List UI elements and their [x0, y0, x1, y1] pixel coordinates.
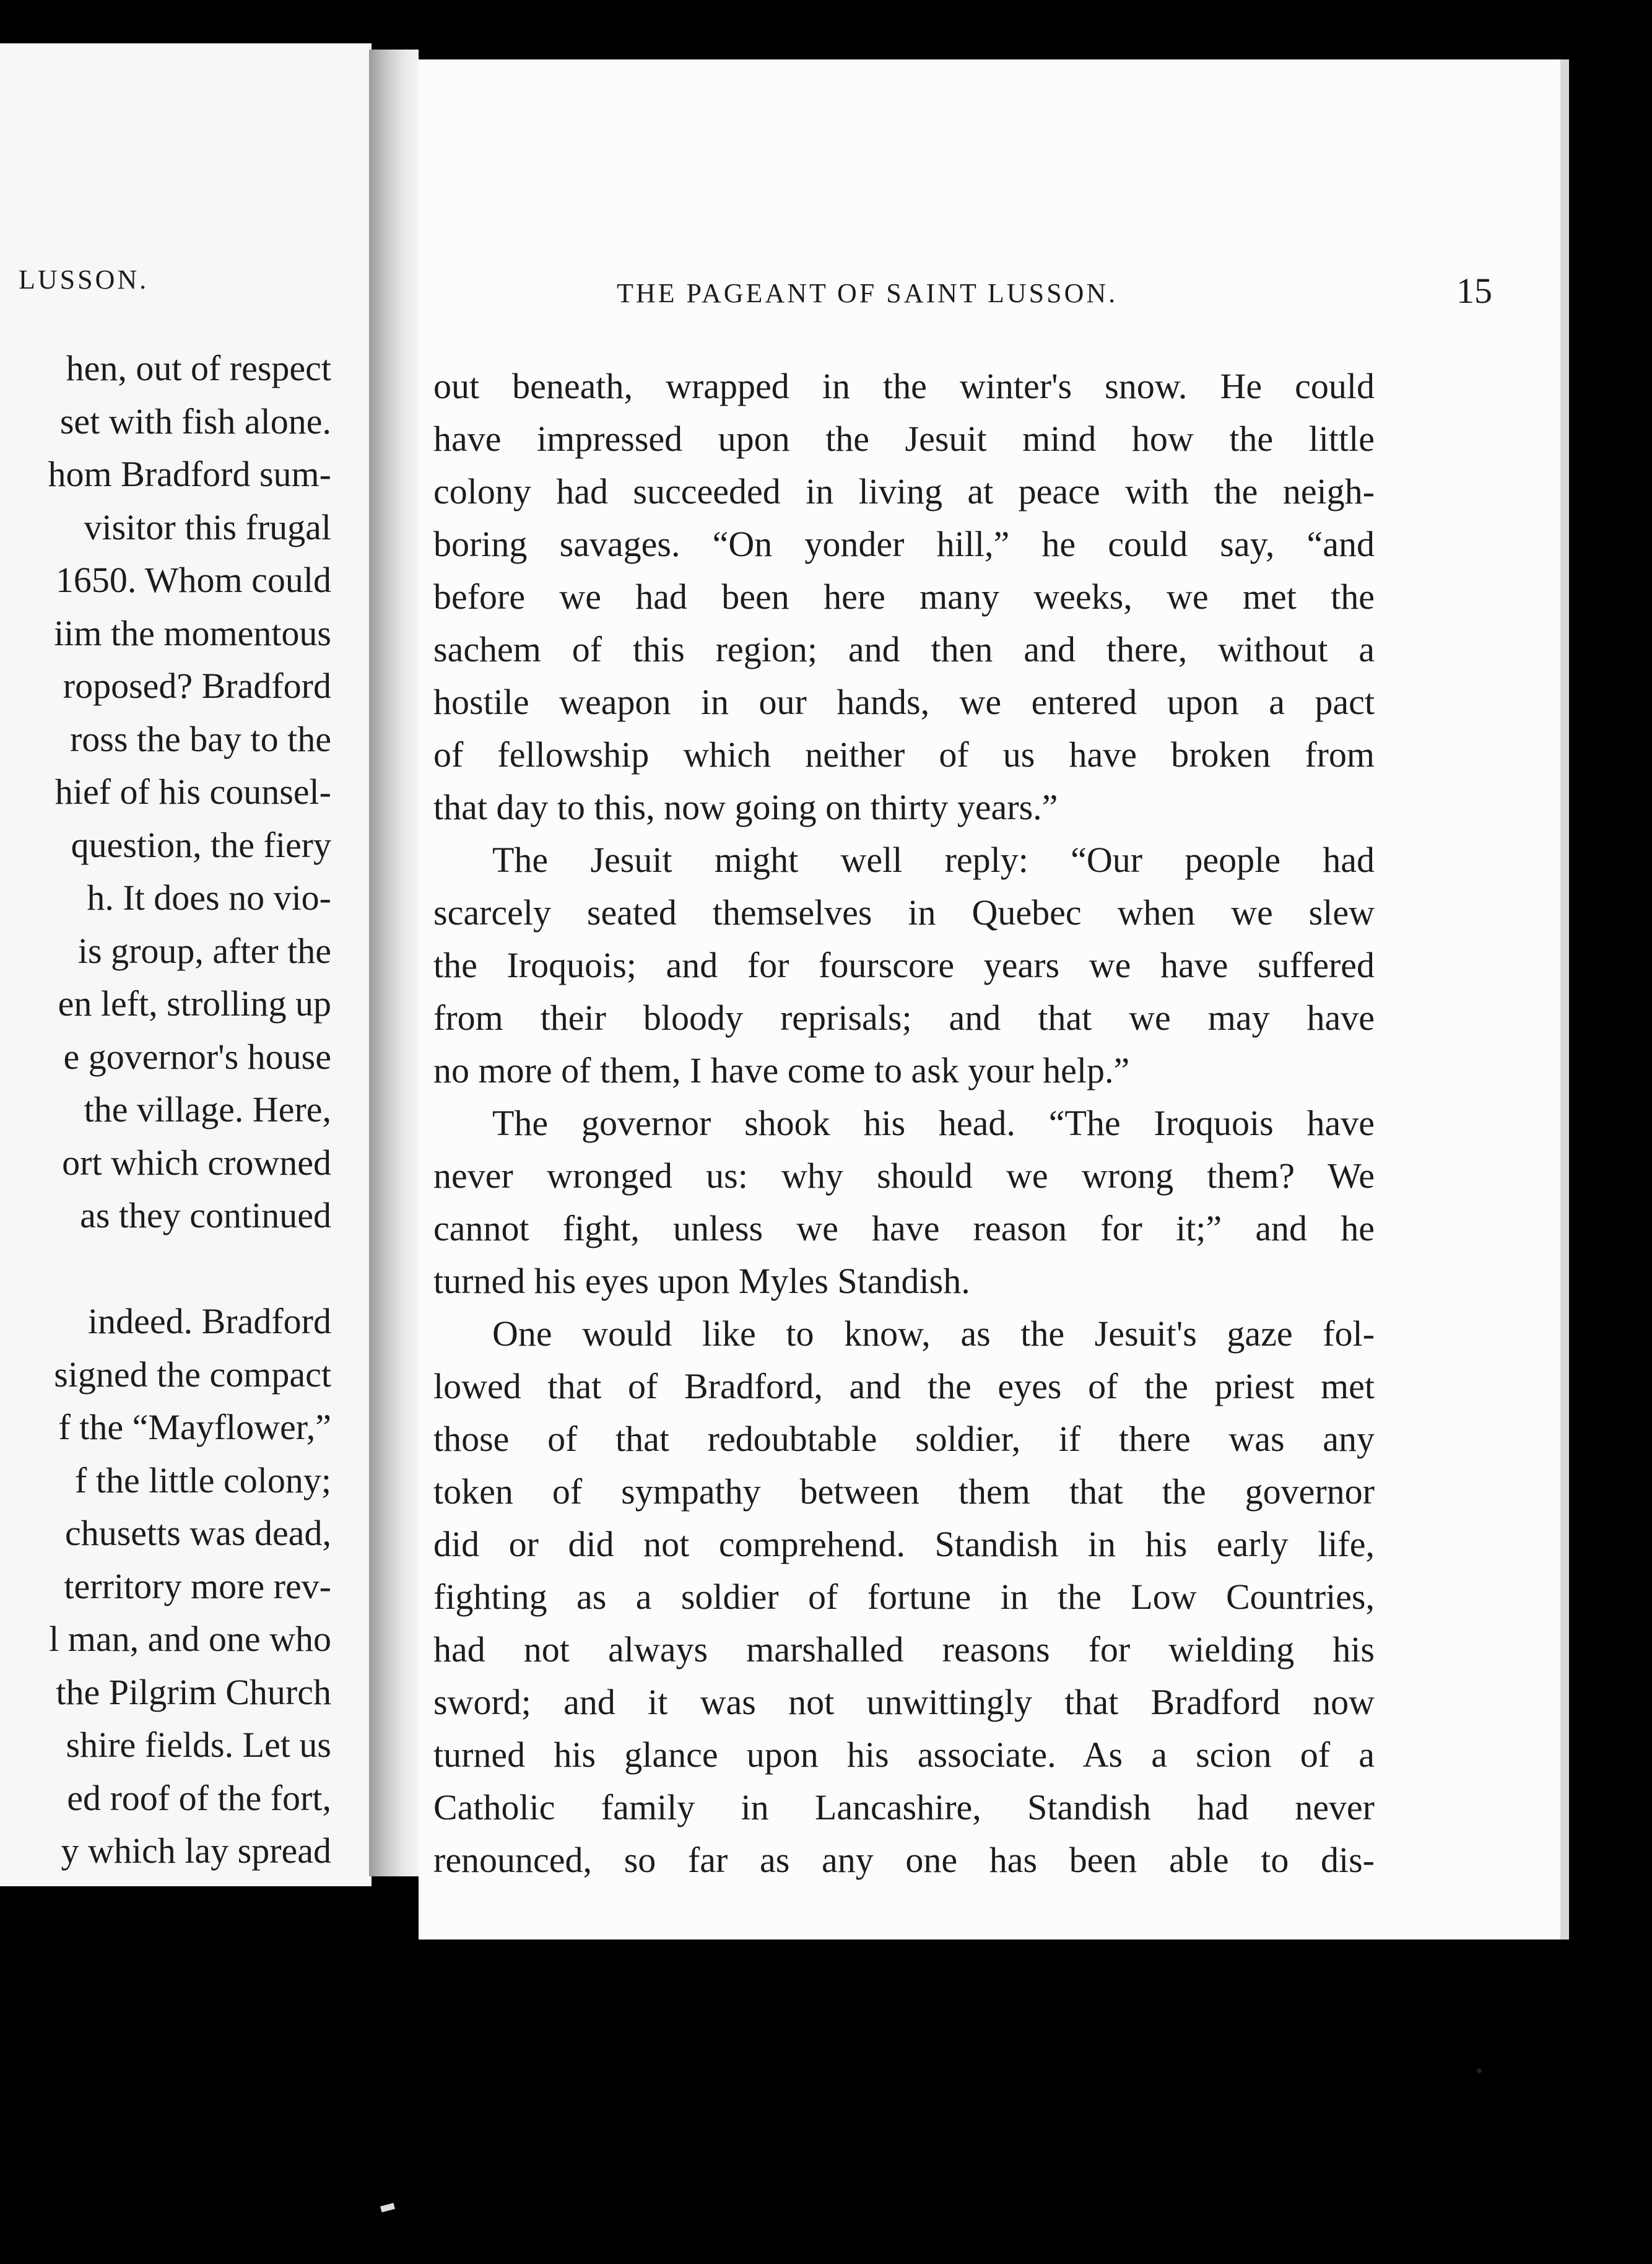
running-head: THE PAGEANT OF SAINT LUSSON. — [617, 278, 1118, 308]
left-text-line: shire fields. Let us — [66, 1725, 331, 1765]
left-text-line: hom Bradford sum- — [48, 454, 331, 494]
text-line: sachem of this region; and then and there, without a — [433, 629, 1375, 669]
text-line: cannot fight, unless we have reason for it;” and he — [433, 1208, 1375, 1248]
text-line: scarcely seated themselves in Quebec when we slew — [433, 892, 1375, 933]
left-text-line: chusetts was dead, — [64, 1513, 331, 1553]
left-text-line: as they continued — [80, 1195, 331, 1235]
text-line: those of that redoubtable soldier, if there was any — [433, 1419, 1375, 1459]
text-line: no more of them, I have come to ask your help.” — [433, 1050, 1130, 1091]
left-text-line: signed the compact — [54, 1354, 331, 1395]
page-body-text — [433, 360, 1375, 1886]
left-text-line: question, the fiery — [71, 824, 331, 865]
text-line: renounced, so far as any one has been able to dis- — [433, 1840, 1375, 1880]
text-line: did or did not comprehend. Standish in his early life, — [433, 1524, 1375, 1564]
left-text-line: roposed? Bradford — [63, 666, 331, 706]
left-text-line: iim the momentous — [54, 612, 331, 653]
page-edge — [1560, 59, 1569, 1940]
left-text-line: hen, out of respect — [66, 348, 331, 388]
text-line: The governor shook his head. “The Iroquois have — [492, 1103, 1375, 1143]
left-text-line: ed roof of the fort, — [67, 1777, 331, 1818]
left-text-line: f the “Mayflower,” — [58, 1407, 331, 1447]
left-text-line: indeed. Bradford — [88, 1301, 331, 1341]
left-text-line: ort which crowned — [62, 1142, 331, 1183]
left-text-line: h. It does no vio- — [87, 877, 331, 918]
book-gutter — [369, 50, 419, 1876]
text-line: turned his glance upon his associate. As a scion of a — [433, 1735, 1375, 1775]
text-line: turned his eyes upon Myles Standish. — [433, 1261, 970, 1301]
text-line: Catholic family in Lancashire, Standish had never — [433, 1787, 1375, 1827]
text-line: hostile weapon in our hands, we entered upon a pact — [433, 682, 1375, 722]
text-line: fighting as a soldier of fortune in the Low Countries, — [433, 1577, 1375, 1617]
text-line: never wronged us: why should we wrong them? We — [433, 1156, 1375, 1196]
left-running-head: LUSSON. — [19, 264, 149, 295]
left-page — [0, 43, 372, 1886]
left-text-line: en left, strolling up — [58, 983, 331, 1024]
left-text-line: the Pilgrim Church — [56, 1671, 331, 1712]
text-line: token of sympathy between them that the governor — [433, 1471, 1375, 1512]
left-page-body — [0, 342, 331, 1878]
left-text-line: visitor this frugal — [84, 507, 331, 547]
left-text-line: set with fish alone. — [59, 401, 331, 442]
left-text-line: is group, after the — [77, 930, 331, 971]
scan-speck — [1477, 2068, 1482, 2073]
text-line: before we had been here many weeks, we met the — [433, 577, 1375, 617]
left-text-line: f the little colony; — [75, 1460, 331, 1500]
left-text-line: e governor's house — [63, 1036, 331, 1077]
text-line: of fellowship which neither of us have broken from — [433, 734, 1375, 775]
text-line: that day to this, now going on thirty years.” — [433, 787, 1058, 827]
scan-mark — [380, 2203, 395, 2212]
text-line: lowed that of Bradford, and the eyes of the priest met — [433, 1366, 1375, 1406]
text-line: colony had succeeded in living at peace with the neigh- — [433, 471, 1375, 512]
text-line: out beneath, wrapped in the winter's snow. He could — [433, 366, 1375, 406]
left-text-line: hief of his counsel- — [54, 772, 331, 812]
text-line: from their bloody reprisals; and that we may have — [433, 998, 1375, 1038]
left-text-line: l man, and one who — [49, 1619, 331, 1659]
left-text-line: the village. Here, — [84, 1089, 331, 1130]
left-text-line: ross the bay to the — [69, 718, 331, 759]
text-line: boring savages. “On yonder hill,” he could say, “and — [433, 524, 1375, 564]
paragraph-gap — [0, 1242, 331, 1295]
text-line: the Iroquois; and for fourscore years we have suffered — [433, 945, 1375, 985]
text-line: had not always marshalled reasons for wielding his — [433, 1629, 1375, 1670]
left-text-line: territory more rev- — [64, 1565, 331, 1606]
text-line: sword; and it was not unwittingly that Bradford now — [433, 1682, 1375, 1722]
right-page — [419, 59, 1567, 1940]
text-line: have impressed upon the Jesuit mind how the little — [433, 419, 1375, 459]
left-text-line: 1650. Whom could — [55, 560, 331, 600]
text-line: One would like to know, as the Jesuit's gaze fol- — [492, 1313, 1375, 1354]
text-line: The Jesuit might well reply: “Our people had — [492, 840, 1375, 880]
page-number: 15 — [1456, 271, 1492, 311]
left-text-line: y which lay spread — [61, 1831, 331, 1871]
